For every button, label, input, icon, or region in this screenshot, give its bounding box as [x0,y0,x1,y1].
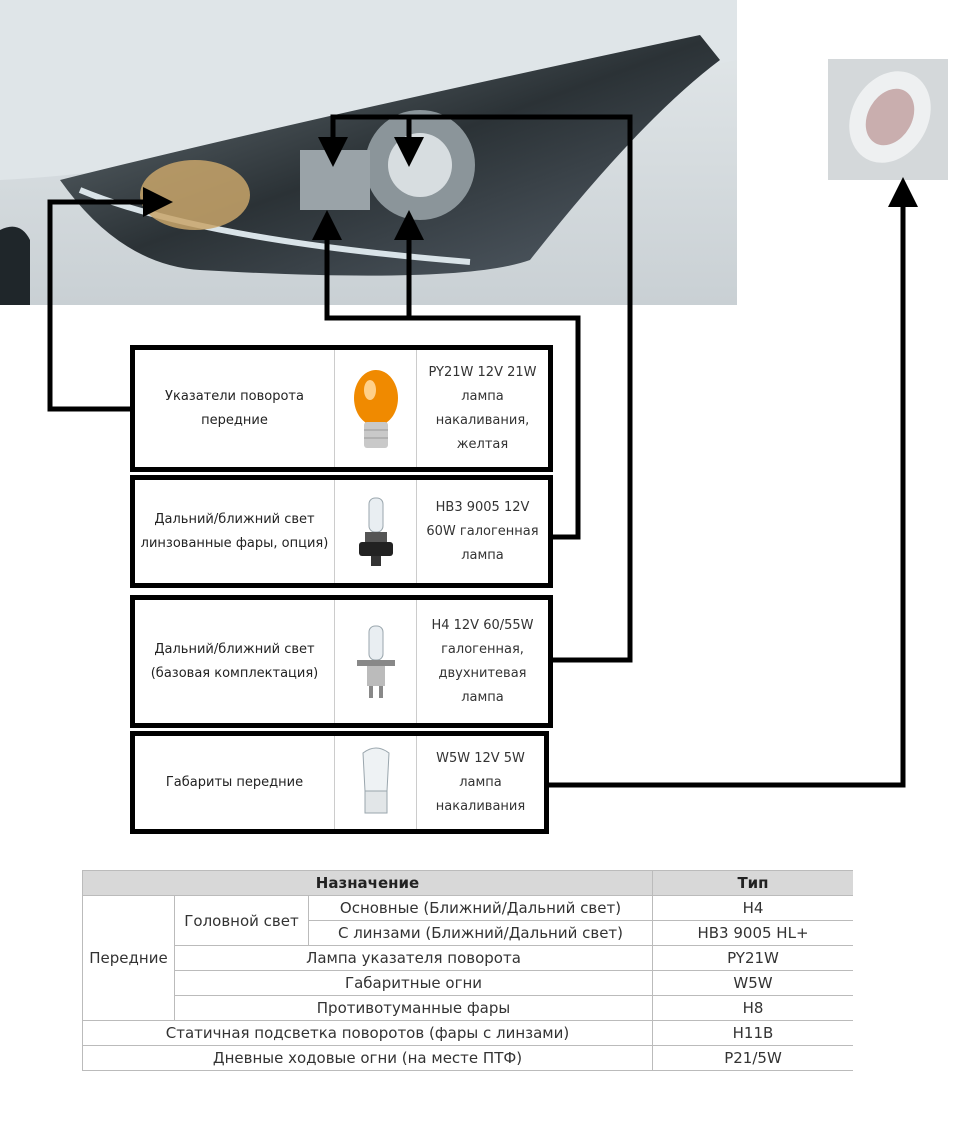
bulb-purpose: Габариты передние [135,736,335,829]
table-cell-type: P21/5W [653,1046,854,1071]
bulb-box-h4 [130,595,553,728]
headlight-photo [0,0,737,305]
bulb-purpose: Дальний/ближний свет линзованные фары, опция) [135,480,335,583]
bulb-spec: W5W 12V 5W лампа накаливания [435,750,526,814]
bulb-spec: PY21W 12V 21W лампа накаливания, желтая [428,364,537,452]
table-cell-type: HB3 9005 HL+ [653,921,854,946]
side-marker-photo [828,59,948,180]
table-cell-type: PY21W [653,946,854,971]
table-row: Статичная подсветка поворотов (фары с линзами) [83,1021,653,1046]
table-row: Основные (Ближний/Дальний свет) [309,896,653,921]
header-type: Тип [653,871,854,896]
bulb-purpose: Указатели поворота передние [135,350,335,467]
bulb-spec: HB3 9005 12V 60W галогенная лампа [426,499,539,563]
bulb-spec-table [82,870,853,1075]
bulb-purpose: Дальний/ближний свет (базовая комплектация) [135,600,335,723]
bulb-spec: H4 12V 60/55W галогенная, двухнитевая лампа [431,617,534,705]
table-row: С линзами (Ближний/Дальний свет) [309,921,653,946]
orange-bulb-icon [335,350,417,467]
table-row: Лампа указателя поворота [175,946,653,971]
table-cell-type: H4 [653,896,854,921]
table-cell-type: H11B [653,1021,854,1046]
header-purpose: Назначение [83,871,653,896]
group-front: Передние [83,896,175,1021]
w5w-bulb-icon [335,736,417,829]
table-cell-type: H8 [653,996,854,1021]
bulb-box-w5w [130,731,549,834]
bulb-box-hb3 [130,475,553,588]
table-cell-type: W5W [653,971,854,996]
table-row: Дневные ходовые огни (на месте ПТФ) [83,1046,653,1071]
table-row: Противотуманные фары [175,996,653,1021]
bulb-box-turn-signal [130,345,553,472]
hb3-bulb-icon [335,480,417,583]
h4-bulb-icon [335,600,417,723]
table-row: Габаритные огни [175,971,653,996]
subgroup-headlight: Головной свет [175,896,309,946]
